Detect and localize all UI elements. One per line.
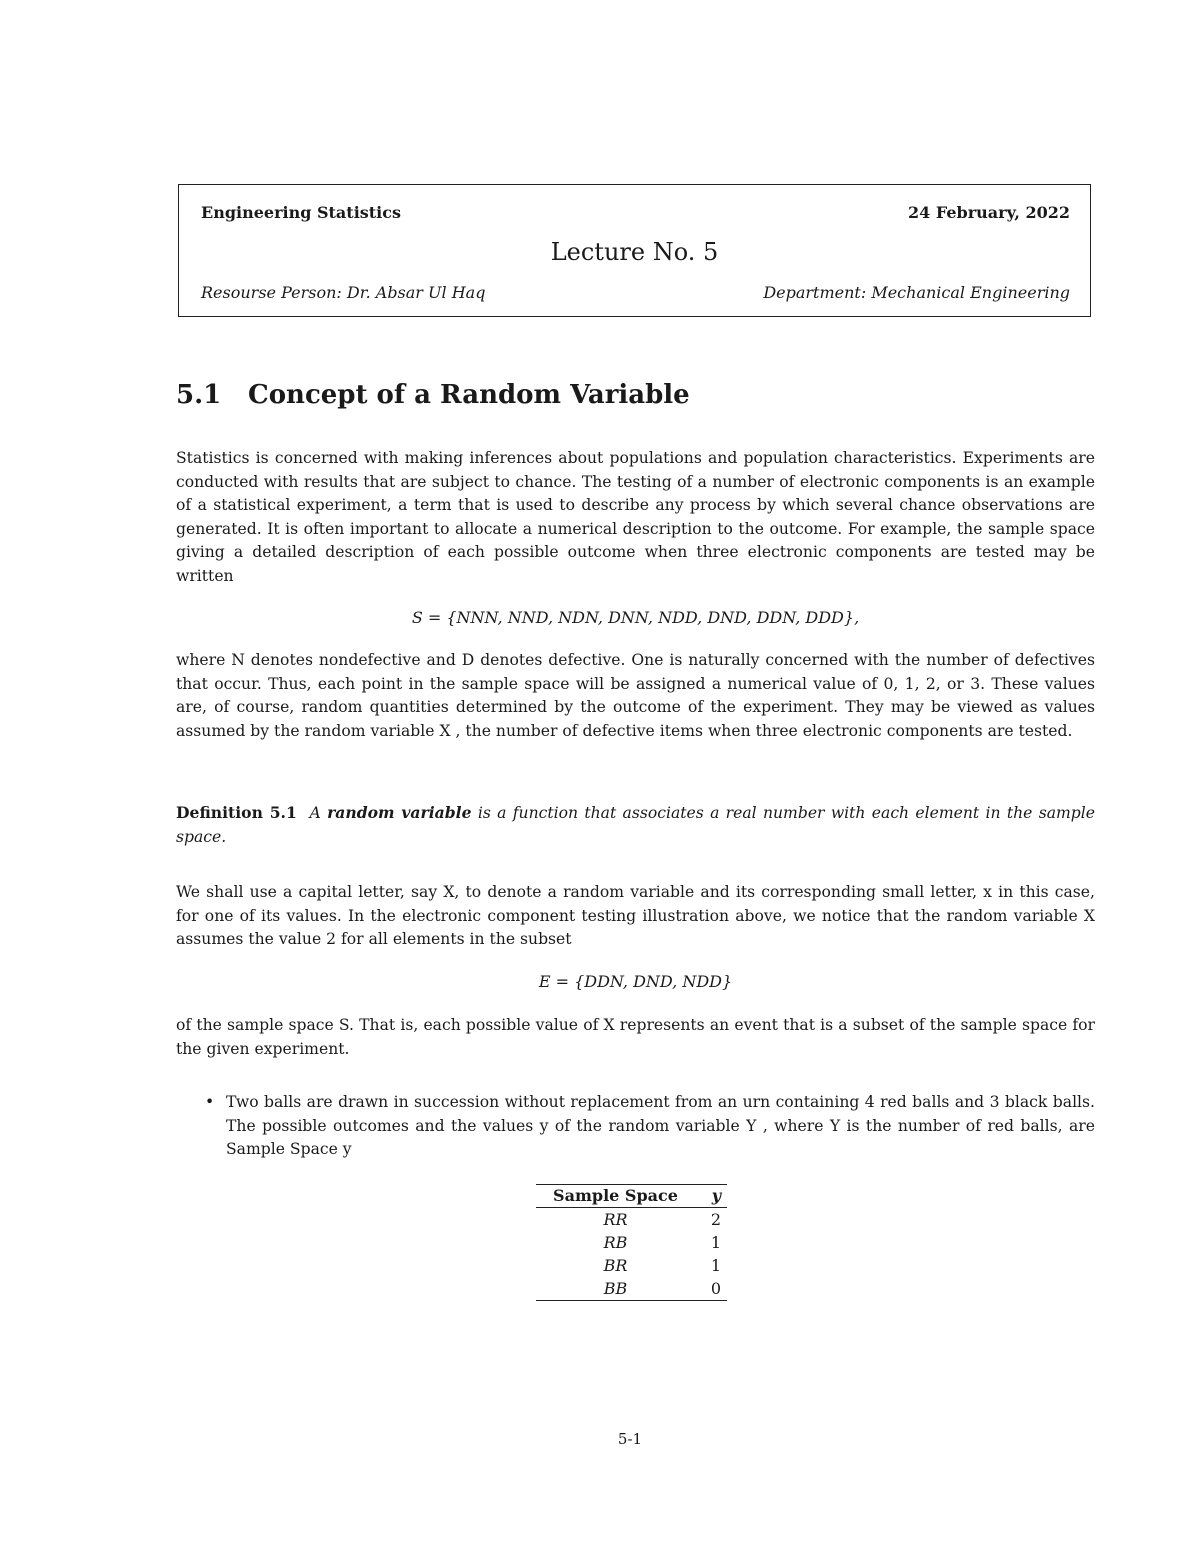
table-cell-outcome: BB: [536, 1277, 695, 1301]
table-header-y: y: [695, 1185, 727, 1208]
paragraph-event: of the sample space S. That is, each possible value of X represents an event that is a subset of the sample space for the given experiment.: [176, 1016, 1095, 1058]
table-header-row: [536, 1185, 727, 1208]
bullet-text: Two balls are drawn in succession without replacement from an urn containing 4 red balls and 3 black balls. The possible outcomes and the values y of the random variable Y , where Y is the number of red balls, are Sample Space y: [226, 1093, 1095, 1158]
paragraph-notation: We shall use a capital letter, say X, to denote a random variable and its corresponding small letter, x in this case, for one of its values. In the electronic component testing illustration above, we notice that the random variable X assumes the value 2 for all elements in the subset: [176, 883, 1095, 948]
lecture-number: Lecture No. 5: [550, 238, 719, 266]
section-title-text: Concept of a Random Variable: [248, 380, 690, 410]
subset-equation: E = {DDN, DND, NDD}: [538, 972, 733, 991]
table-row: [536, 1208, 727, 1232]
section-heading: [176, 380, 690, 410]
lecture-header-box: [178, 184, 1091, 317]
bullet-icon: •: [205, 1093, 215, 1111]
paragraph-defectives: where N denotes nondefective and D denotes defective. One is naturally concerned with the number of defectives that occur. Thus, each point in the sample space will be assigned a numerical value of 0, 1, 2, or 3. These values are, of course, random quantities determined by the outcome of the experiment. They may be viewed as values assumed by the random variable X , the number of defective items when three electronic components are tested.: [176, 651, 1095, 740]
table-row: [536, 1254, 727, 1277]
definition-block: [176, 801, 1095, 849]
sample-space-equation: S = {NNN, NND, NDN, DNN, NDD, DND, DDN, DDD},: [411, 608, 860, 627]
table-row: [536, 1277, 727, 1301]
paragraph-intro: Statistics is concerned with making inferences about populations and population characteristics. Experiments are conducted with results that are subject to chance. The testing of a number of electronic components is an example of a statistical experiment, a term that is used to describe any process by which several chance observations are generated. It is often important to allocate a numerical description to the outcome. For example, the sample space giving a detailed description of each possible outcome when three electronic components are tested may be written: [176, 449, 1095, 585]
definition-term: random variable: [327, 803, 472, 822]
section-number: 5.1: [176, 380, 222, 410]
sample-space-table: [536, 1184, 727, 1301]
table-cell-value: 1: [710, 1256, 721, 1275]
table-header-sample-space: Sample Space: [536, 1185, 695, 1208]
page-number: [0, 1430, 1200, 1448]
table-cell-outcome: RB: [603, 1233, 628, 1252]
table-cell-value: 2: [710, 1210, 721, 1229]
course-title: Engineering Statistics: [201, 203, 401, 222]
definition-label: Definition 5.1: [176, 803, 297, 822]
resource-person: Resourse Person: Dr. Absar Ul Haq: [201, 283, 486, 302]
lecture-date: 24 February, 2022: [908, 203, 1070, 222]
page-number-text: 5-1: [617, 1430, 643, 1448]
list-item: [201, 1091, 1095, 1162]
definition-prefix: A: [309, 804, 321, 822]
table-cell-value: 0: [695, 1277, 727, 1301]
table-row: [536, 1231, 727, 1254]
table-cell-value: 1: [710, 1233, 721, 1252]
table-cell-outcome: RR: [603, 1210, 628, 1229]
definition-body: is a function that associates a real number with each element in the sample space.: [176, 804, 1095, 846]
table-cell-outcome: BR: [603, 1256, 628, 1275]
department: Department: Mechanical Engineering: [763, 283, 1070, 302]
